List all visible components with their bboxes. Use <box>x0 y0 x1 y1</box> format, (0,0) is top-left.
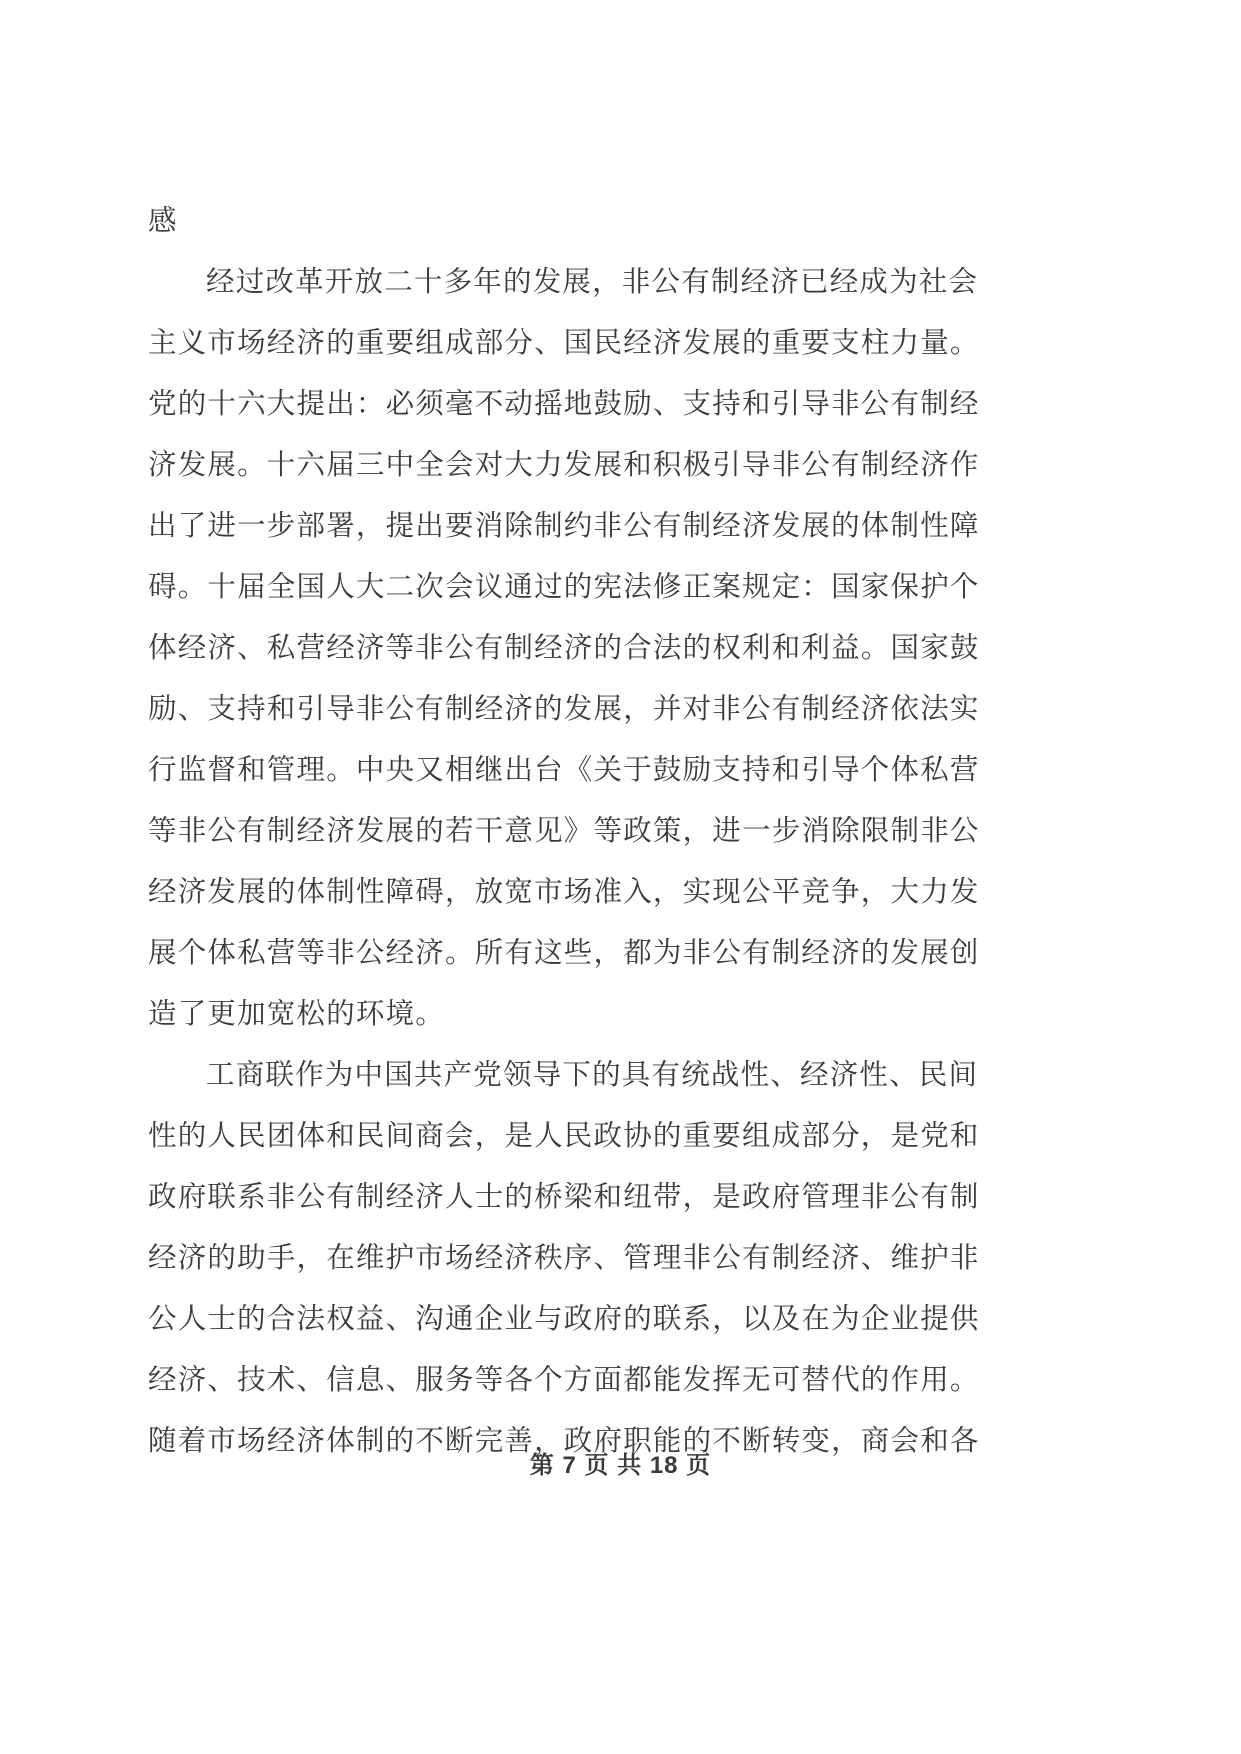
body-line: 政府联系非公有制经济人士的桥梁和纽带，是政府管理非公有制 <box>148 1180 980 1213</box>
body-line: 随着市场经济体制的不断完善，政府职能的不断转变，商会和各 <box>148 1424 980 1457</box>
body-line: 造了更加宽松的环境。 <box>148 997 446 1030</box>
body-line: 体经济、私营经济等非公有制经济的合法的权利和利益。国家鼓 <box>148 631 980 664</box>
body-line: 碍。十届全国人大二次会议通过的宪法修正案规定：国家保护个 <box>148 570 980 603</box>
body-line: 等非公有制经济发展的若干意见》等政策，进一步消除限制非公 <box>148 814 980 847</box>
body-line: 主义市场经济的重要组成部分、国民经济发展的重要支柱力量。 <box>148 326 980 359</box>
body-line: 党的十六大提出：必须毫不动摇地鼓励、支持和引导非公有制经 <box>148 387 980 420</box>
body-line: 经济发展的体制性障碍，放宽市场准入，实现公平竞争，大力发 <box>148 875 980 908</box>
body-line: 出了进一步部署，提出要消除制约非公有制经济发展的体制性障 <box>148 509 980 542</box>
body-line: 展个体私营等非公经济。所有这些，都为非公有制经济的发展创 <box>148 936 980 969</box>
body-line: 济发展。十六届三中全会对大力发展和积极引导非公有制经济作 <box>148 448 980 481</box>
body-line: 经济、技术、信息、服务等各个方面都能发挥无可替代的作用。 <box>148 1363 980 1396</box>
body-line: 行监督和管理。中央又相继出台《关于鼓励支持和引导个体私营 <box>148 753 980 786</box>
body-line: 励、支持和引导非公有制经济的发展，并对非公有制经济依法实 <box>148 692 980 725</box>
body-line: 经济的助手，在维护市场经济秩序、管理非公有制经济、维护非 <box>148 1241 980 1274</box>
document-body <box>148 190 988 1471</box>
page-number-footer: 第 7 页 共 18 页 <box>529 1452 712 1479</box>
body-line: 感 <box>148 204 178 237</box>
body-line: 性的人民团体和民间商会，是人民政协的重要组成部分，是党和 <box>148 1119 980 1152</box>
body-line: 公人士的合法权益、沟通企业与政府的联系，以及在为企业提供 <box>148 1302 980 1335</box>
body-line: 工商联作为中国共产党领导下的具有统战性、经济性、民间 <box>206 1058 979 1091</box>
body-line: 经过改革开放二十多年的发展，非公有制经济已经成为社会 <box>206 265 979 298</box>
